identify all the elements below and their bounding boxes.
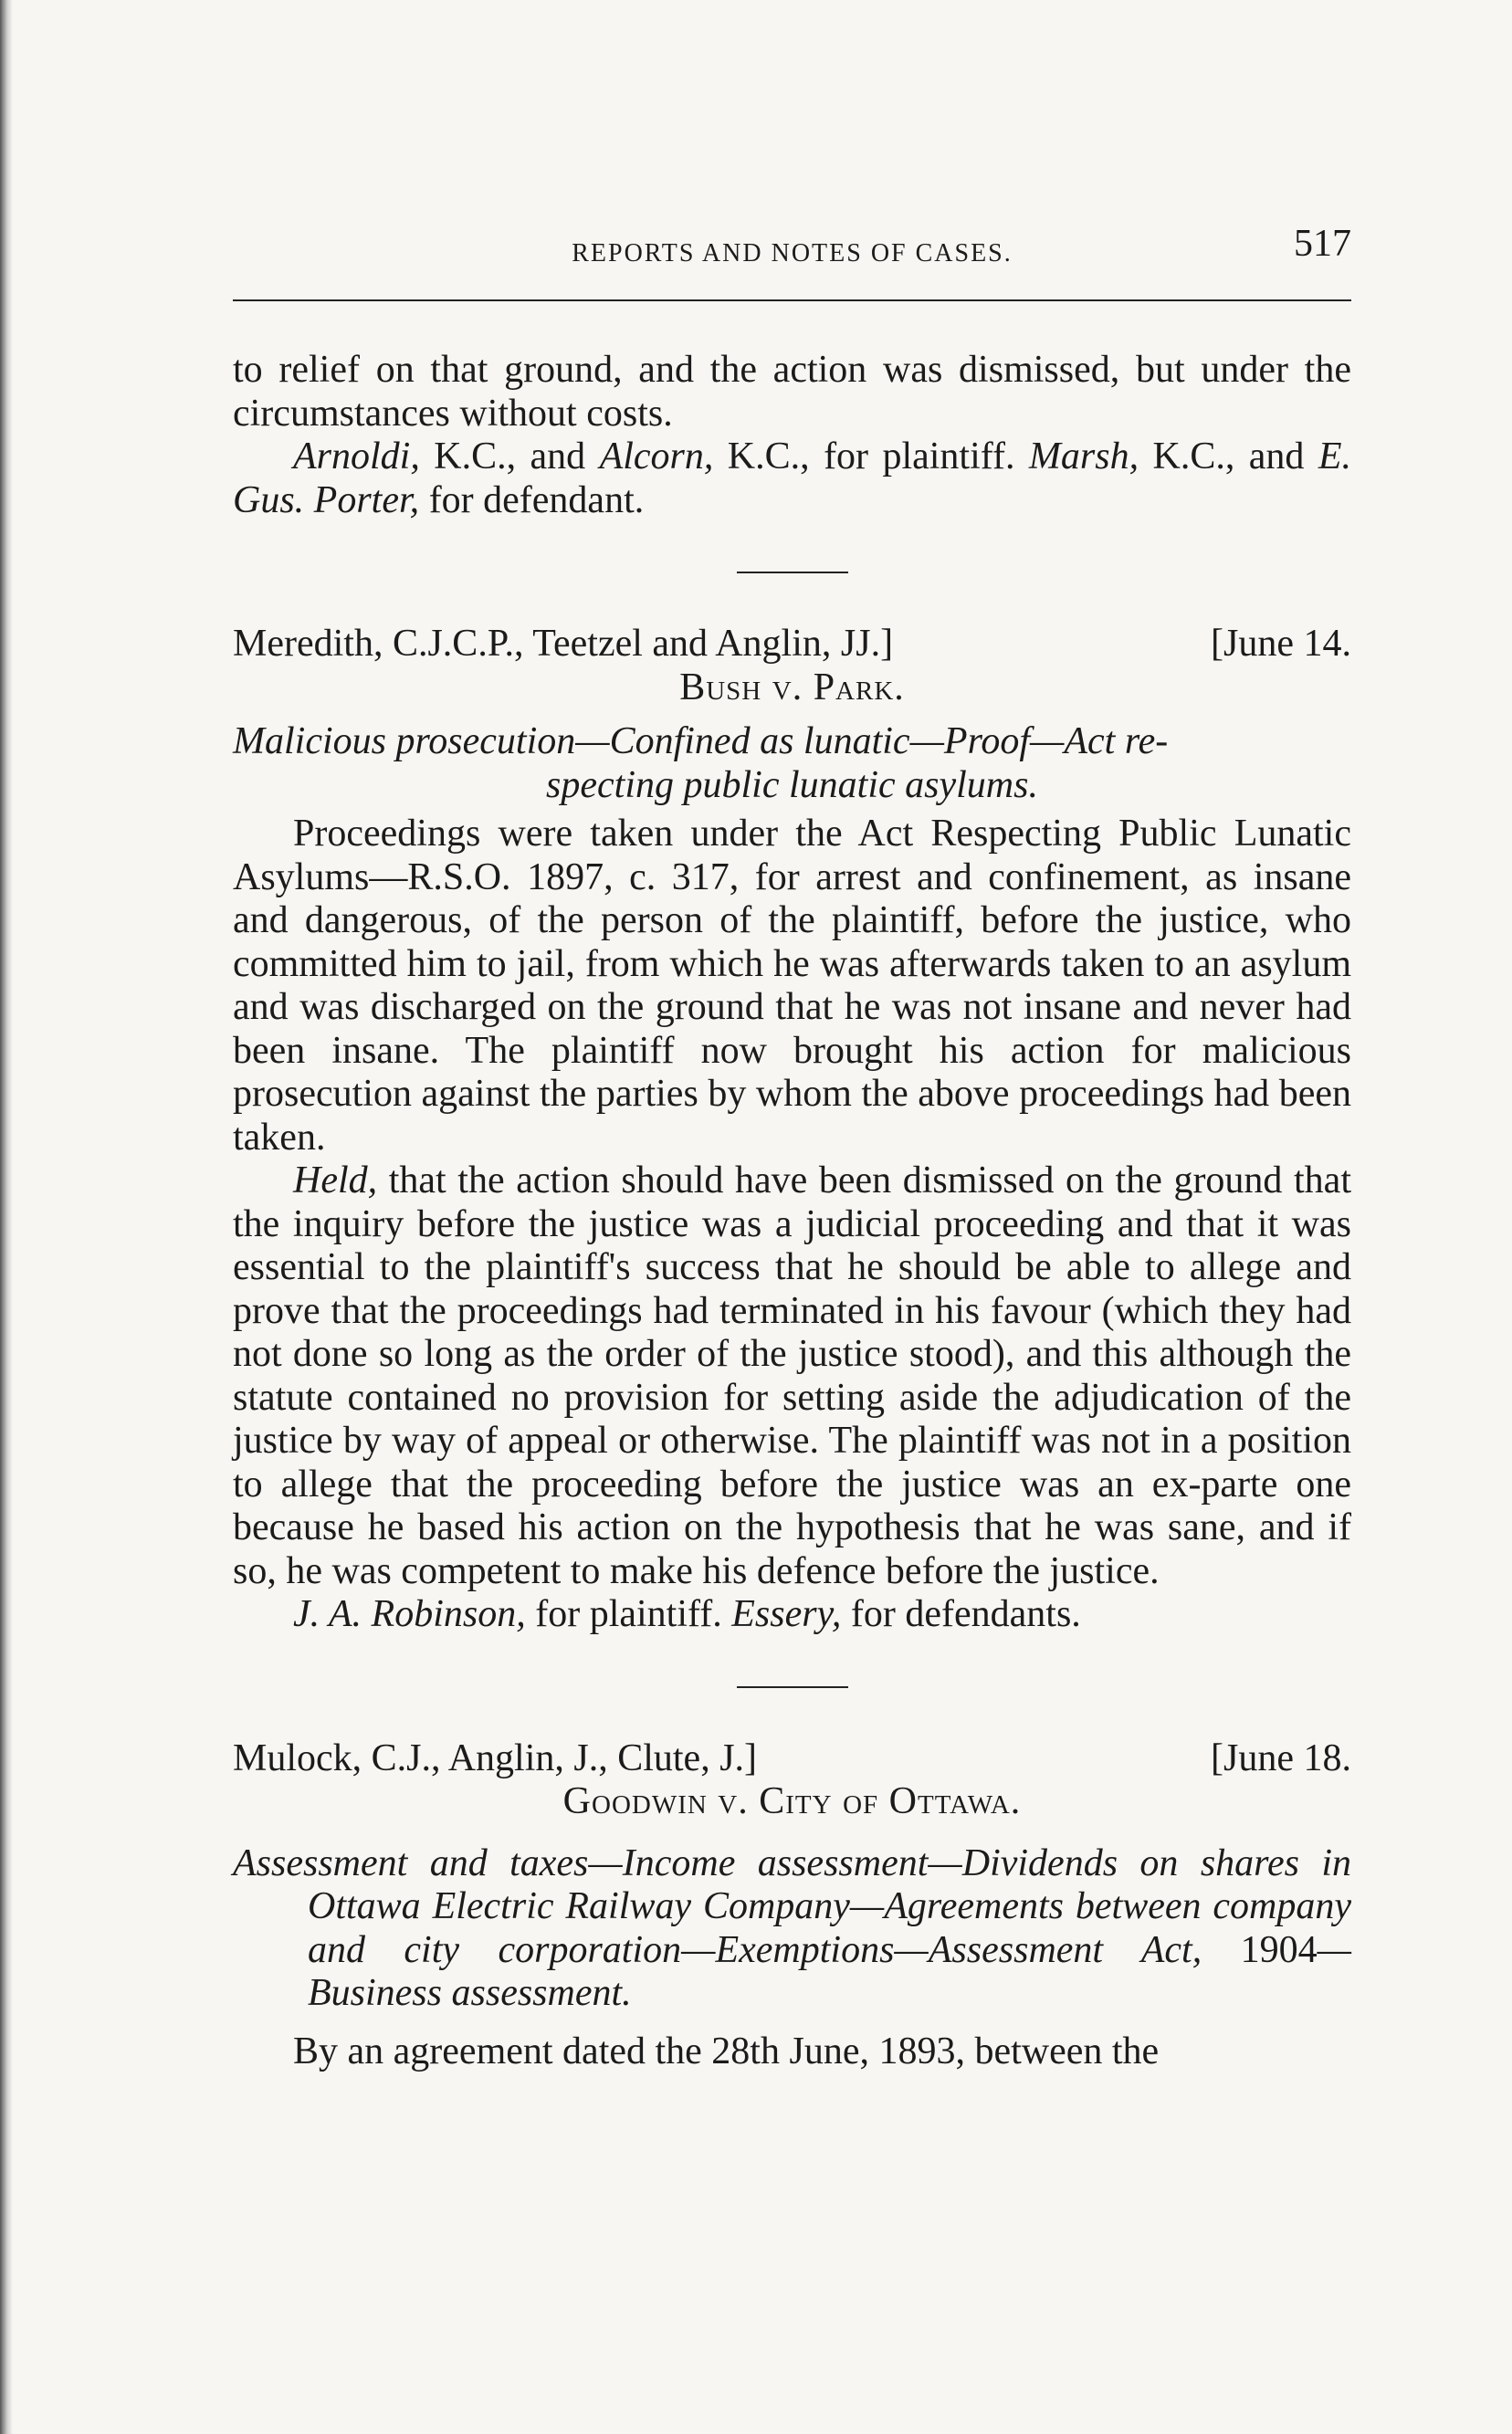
running-head-title: REPORTS AND NOTES OF CASES. xyxy=(572,239,1013,268)
case-counsel xyxy=(233,1593,1351,1637)
case-title: Goodwin v. City of Ottawa. xyxy=(562,1780,1022,1822)
held-paragraph xyxy=(233,1159,1351,1593)
headnote-year: 1904 xyxy=(1240,1928,1318,1971)
headnote-text: —Business assessment. xyxy=(308,1928,1351,2014)
headnote-line-1: Malicious prosecution—Confined as lunatic—Proof—Act re- xyxy=(233,720,1169,762)
bench-line xyxy=(233,1737,1351,1781)
headnote-line-2: specting public lunatic asylums. xyxy=(546,763,1038,806)
counsel-name: E. Gus. Porter, xyxy=(233,435,1351,521)
counsel-text: for plaintiff. xyxy=(525,1593,732,1635)
counsel-name: J. A. Robinson, xyxy=(293,1593,526,1635)
counsel-name: Arnoldi, xyxy=(293,435,420,477)
decision-date: [June 14. xyxy=(1211,623,1351,665)
headnote-text: Assessment and taxes—Income assessment—Dividends on shares in Ottawa Electric Railway Company—Agreements between company and city corporation—Exemptions—Assessment Act, xyxy=(233,1841,1351,1971)
case-bush-v-park xyxy=(233,623,1351,1637)
page xyxy=(233,223,1351,2073)
page-edge-shadow xyxy=(0,0,13,2434)
counsel-text: K.C., and xyxy=(419,435,600,477)
counsel-text: K.C., for plaintiff. xyxy=(713,435,1029,477)
counsel-text: for defendants. xyxy=(841,1593,1081,1635)
case-body-start: By an agreement dated the 28th June, 1893, between the xyxy=(293,2030,1160,2072)
header-rule xyxy=(233,299,1351,301)
counsel-name: Marsh, xyxy=(1028,435,1139,477)
previous-case-counsel xyxy=(233,435,1351,522)
case-separator-rule xyxy=(737,1686,848,1688)
counsel-text: K.C., and xyxy=(1139,435,1318,477)
counsel-text: for defendant. xyxy=(419,478,645,521)
counsel-name: Alcorn, xyxy=(599,435,714,477)
headnote xyxy=(233,1842,1351,2016)
held-text: that the action should have been dismissed on the ground that the inquiry before the justice was a judicial proceeding and that it was essential to the plaintiff's success that he should be able to allege and prove that the proceedings had terminated in his favour (which they had not done so long as the order of the justice stood), and this although the statute contained no provision for setting aside the adjudication of the justice by way of appeal or otherwise. The plaintiff was not in a position to allege that the proceeding before the justice was an ex-parte one because he based his action on the hypothesis that he was sane, and if so, he was competent to make his defence before the justice. xyxy=(233,1159,1351,1592)
counsel-name: Essery, xyxy=(731,1593,842,1635)
bench-line xyxy=(233,623,1351,666)
page-number: 517 xyxy=(1294,223,1351,265)
headnote xyxy=(233,720,1351,807)
case-body: Proceedings were taken under the Act Respecting Public Lunatic Asylums—R.S.O. 1897, c. 317, for arrest and confinement, as insane and dangerous, of the person of the plaintiff, before the justice, who committed him to jail, from which he was afterwards taken to an asylum and was discharged on the ground that he was not insane and never had been insane. The plaintiff now brought his action for malicious prosecution against the parties by whom the above proceedings had been taken. xyxy=(233,813,1351,1159)
previous-case-continuation: to relief on that ground, and the action was dismissed, but under the circumstances without costs. xyxy=(233,349,1351,435)
held-word: Held, xyxy=(293,1159,378,1201)
bench: Mulock, C.J., Anglin, J., Clute, J.] xyxy=(233,1736,758,1779)
case-title: Bush v. Park. xyxy=(679,666,905,708)
case-separator-rule xyxy=(737,572,848,573)
running-head xyxy=(233,223,1351,283)
bench: Meredith, C.J.C.P., Teetzel and Anglin, JJ.] xyxy=(233,623,894,665)
decision-date: [June 18. xyxy=(1211,1736,1351,1779)
case-goodwin-v-ottawa xyxy=(233,1737,1351,2074)
